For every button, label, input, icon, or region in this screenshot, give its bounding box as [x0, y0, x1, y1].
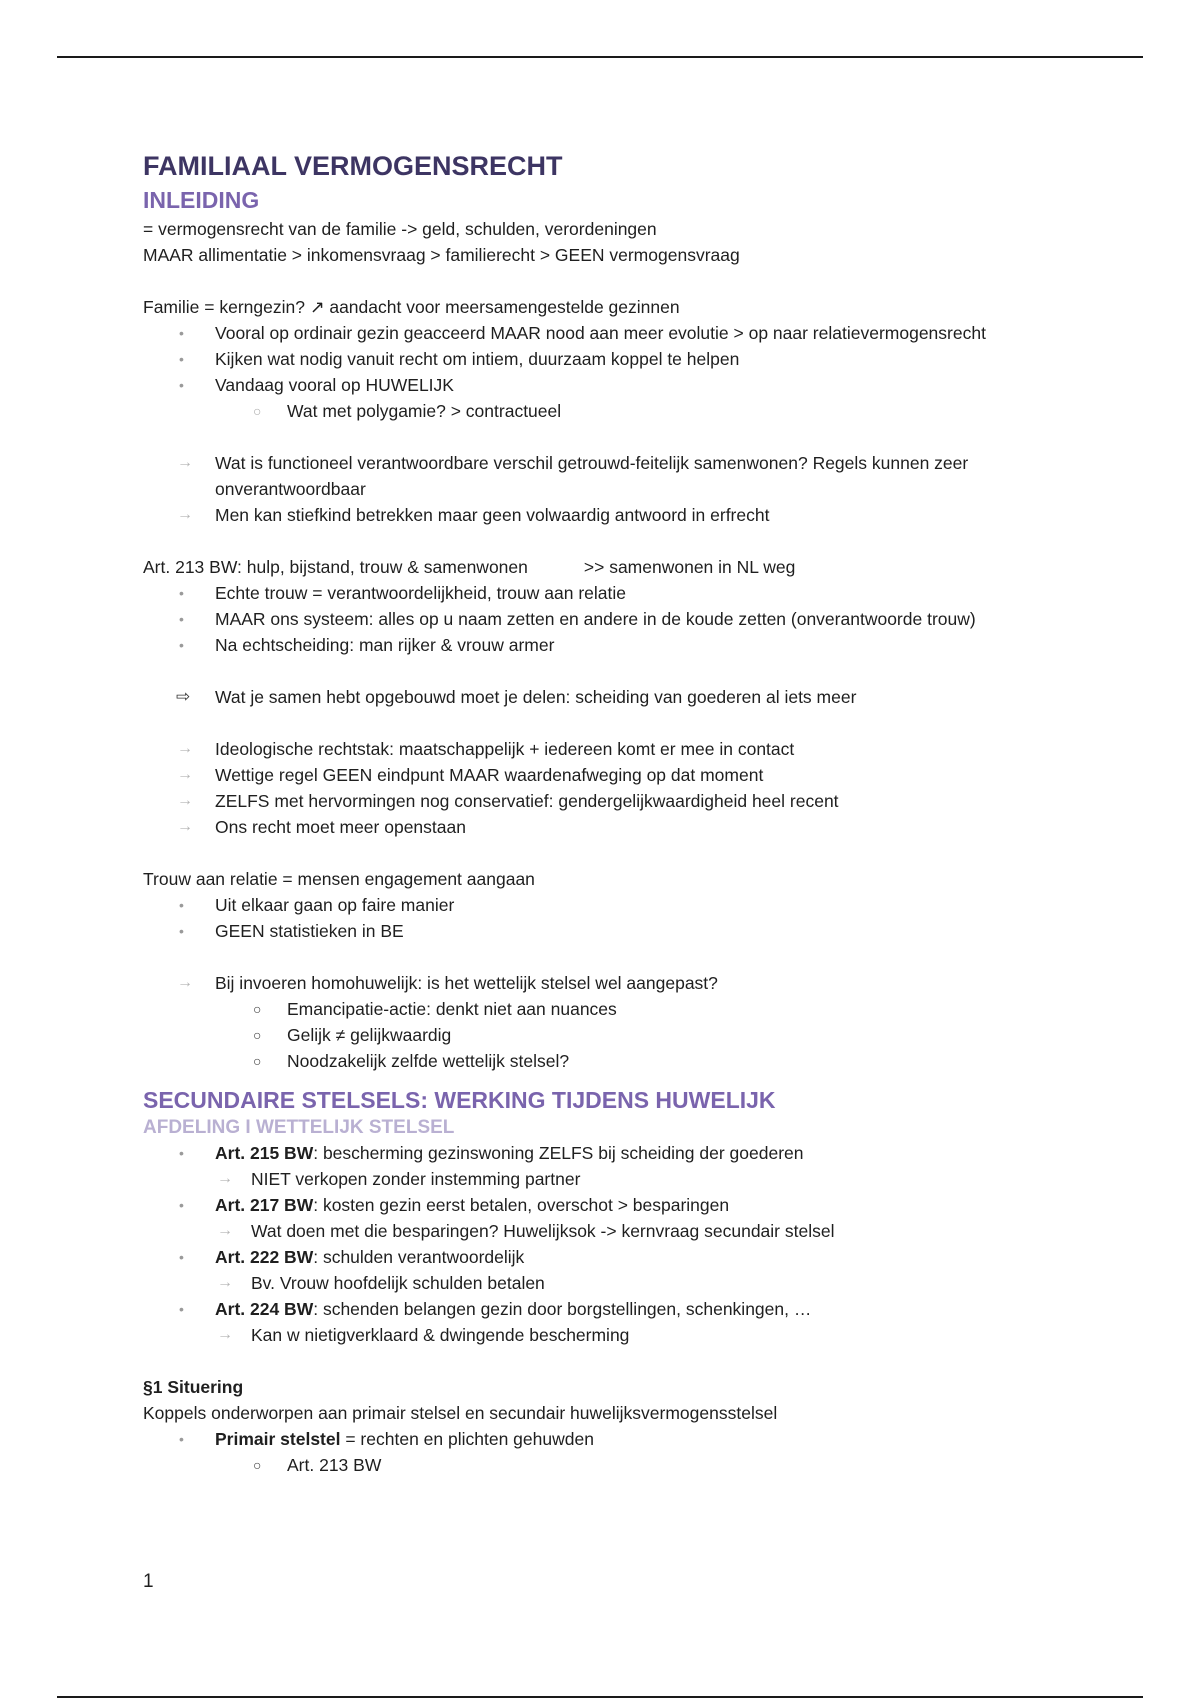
arrow-right-icon: → [217, 1222, 233, 1239]
list-item: • Art. 217 BW: kosten gezin eerst betalen, overschot > besparingen [143, 1192, 1043, 1218]
bullet-icon: • [179, 377, 184, 393]
arrow-right-icon: → [217, 1170, 233, 1187]
list-item: • Primair stelstel = rechten en plichten gehuwden [143, 1426, 1043, 1452]
bullet-icon: • [179, 325, 184, 341]
arrow-item: → Ideologische rechtstak: maatschappelijk + iedereen komt er mee in contact [143, 736, 1043, 762]
bullet-icon: • [179, 1431, 184, 1447]
list-item: • MAAR ons systeem: alles op u naam zetten en andere in de koude zetten (onverantwoorde trouw) [143, 606, 1043, 632]
sub-list-item: ○ Emancipatie-actie: denkt niet aan nuances [143, 996, 1043, 1022]
paragraph-line: Familie = kerngezin? ↗ aandacht voor meersamengestelde gezinnen [143, 297, 680, 317]
list-item: • Uit elkaar gaan op faire manier [143, 892, 1043, 918]
conclusion-item: ⇨ Wat je samen hebt opgebouwd moet je delen: scheiding van goederen al iets meer [143, 684, 1043, 710]
paragraph-line: MAAR allimentatie > inkomensvraag > familierecht > GEEN vermogensvraag [143, 245, 740, 265]
list-item: • Art. 222 BW: schulden verantwoordelijk [143, 1244, 1043, 1270]
list-item: • Echte trouw = verantwoordelijkheid, trouw aan relatie [143, 580, 1043, 606]
circle-bullet-icon: ○ [253, 1457, 262, 1473]
bullet-icon: • [179, 1145, 184, 1161]
arrow-right-icon: → [177, 818, 193, 835]
list-item: • Kijken wat nodig vanuit recht om intiem, duurzaam koppel te helpen [143, 346, 1043, 372]
arrow-item: → ZELFS met hervormingen nog conservatief: gendergelijkwaardigheid heel recent [143, 788, 1043, 814]
list-item: • Art. 215 BW: bescherming gezinswoning ZELFS bij scheiding der goederen [143, 1140, 1043, 1166]
circle-bullet-icon: ○ [253, 1001, 262, 1017]
section-heading-inleiding: INLEIDING [143, 187, 260, 213]
arrow-right-icon: → [177, 454, 193, 471]
section-heading-secundair: SECUNDAIRE STELSELS: WERKING TIJDENS HUWELIJK [143, 1087, 776, 1113]
bullet-icon: • [179, 585, 184, 601]
circle-bullet-icon: ○ [253, 1027, 262, 1043]
list-item: • Vandaag vooral op HUWELIJK [143, 372, 1043, 398]
bullet-icon: • [179, 637, 184, 653]
arrow-right-icon: → [177, 792, 193, 809]
arrow-note: → Bv. Vrouw hoofdelijk schulden betalen [143, 1270, 1043, 1296]
arrow-note: → NIET verkopen zonder instemming partner [143, 1166, 1043, 1192]
arrow-right-icon: → [177, 974, 193, 991]
page-number: 1 [143, 1571, 154, 1592]
arrow-right-icon: → [177, 740, 193, 757]
sub-list-item: ○ Wat met polygamie? > contractueel [143, 398, 1043, 424]
bullet-icon: • [179, 897, 184, 913]
arrow-right-icon: → [217, 1274, 233, 1291]
document-title: FAMILIAAL VERMOGENSRECHT [143, 151, 563, 181]
hollow-arrow-icon: ⇨ [176, 687, 191, 706]
sub-list-item: ○ Art. 213 BW [143, 1452, 1043, 1478]
footer-rule [57, 1696, 1143, 1698]
bullet-icon: • [179, 1197, 184, 1213]
arrow-item: → Wat is functioneel verantwoordbare verschil getrouwd-feitelijk samenwonen? Regels kunnen zeer onverantwoordbaar [143, 450, 1043, 502]
bullet-icon: • [179, 1301, 184, 1317]
subsection-heading: AFDELING I WETTELIJK STELSEL [143, 1117, 455, 1138]
paragraph-line: Trouw aan relatie = mensen engagement aangaan [143, 869, 535, 889]
paragraph-line: Koppels onderworpen aan primair stelsel en secundair huwelijksvermogensstelsel [143, 1403, 778, 1423]
paragraph-line: = vermogensrecht van de familie -> geld, schulden, verordeningen [143, 219, 657, 239]
sub-list-item: ○ Gelijk ≠ gelijkwaardig [143, 1022, 1043, 1048]
arrow-note: → Kan w nietigverklaard & dwingende bescherming [143, 1322, 1043, 1348]
arrow-note: → Wat doen met die besparingen? Huwelijksok -> kernvraag secundair stelsel [143, 1218, 1043, 1244]
arrow-item: → Men kan stiefkind betrekken maar geen volwaardig antwoord in erfrecht [143, 502, 1043, 528]
circle-bullet-icon: ○ [253, 403, 262, 419]
circle-bullet-icon: ○ [253, 1053, 262, 1069]
arrow-right-icon: → [177, 766, 193, 783]
paragraph-heading: §1 Situering [143, 1377, 244, 1397]
list-item: • Vooral op ordinair gezin geacceerd MAAR nood aan meer evolutie > op naar relatievermogensrecht [143, 320, 1043, 346]
arrow-item: → Ons recht moet meer openstaan [143, 814, 1043, 840]
bullet-icon: • [179, 351, 184, 367]
sub-list-item: ○ Noodzakelijk zelfde wettelijk stelsel? [143, 1048, 1043, 1074]
list-item: • GEEN statistieken in BE [143, 918, 1043, 944]
document-body [143, 148, 1043, 1478]
arrow-item: → Bij invoeren homohuwelijk: is het wettelijk stelsel wel aangepast? [143, 970, 1043, 996]
article-line: Art. 213 BW: hulp, bijstand, trouw & samenwonen >> samenwonen in NL weg [143, 557, 796, 577]
list-item: • Art. 224 BW: schenden belangen gezin door borgstellingen, schenkingen, … [143, 1296, 1043, 1322]
arrow-item: → Wettige regel GEEN eindpunt MAAR waardenafweging op dat moment [143, 762, 1043, 788]
bullet-icon: • [179, 1249, 184, 1265]
arrow-right-icon: → [177, 506, 193, 523]
bullet-icon: • [179, 611, 184, 627]
list-item: • Na echtscheiding: man rijker & vrouw armer [143, 632, 1043, 658]
arrow-right-icon: → [217, 1326, 233, 1343]
bullet-icon: • [179, 923, 184, 939]
header-rule [57, 56, 1143, 58]
